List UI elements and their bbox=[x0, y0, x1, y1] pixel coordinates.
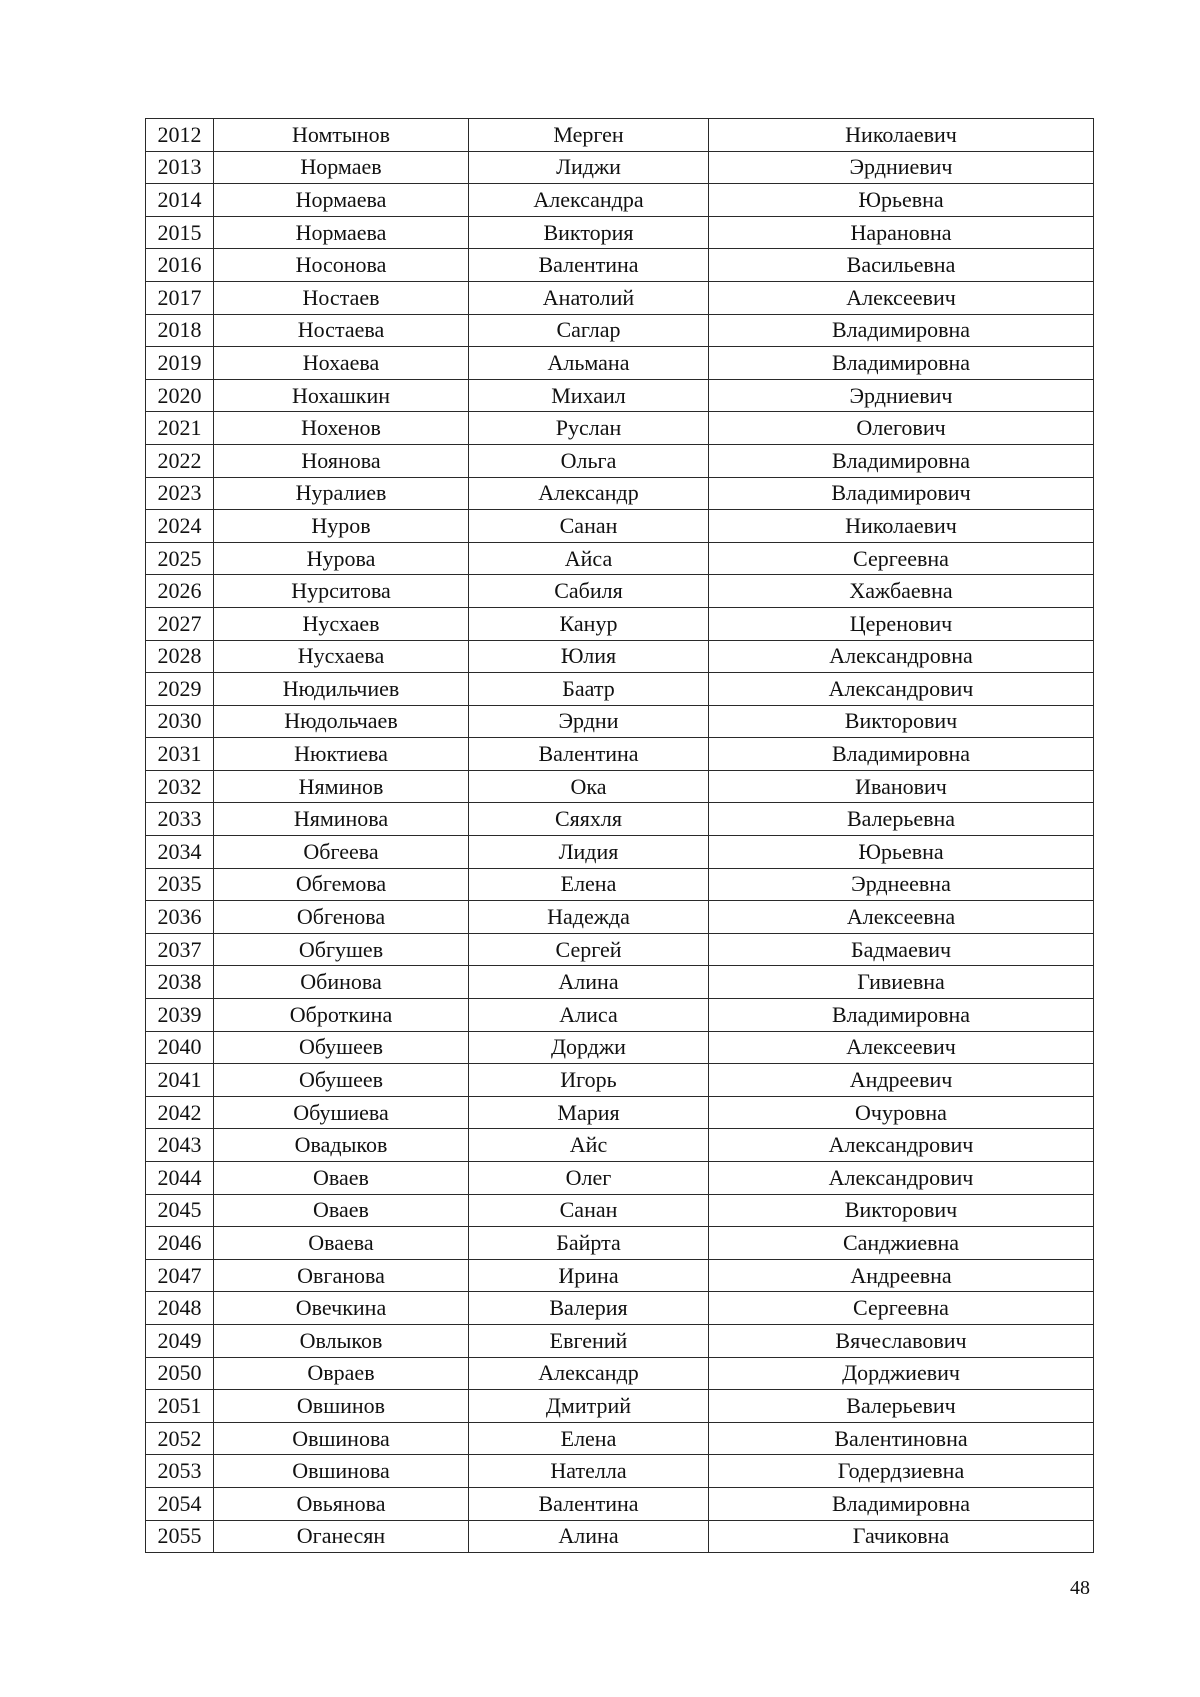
table-row bbox=[146, 1096, 1094, 1129]
last-name-cell: Нормаев bbox=[214, 151, 469, 184]
row-number-cell: 2050 bbox=[146, 1357, 214, 1390]
row-number-cell: 2051 bbox=[146, 1390, 214, 1423]
patronymic-cell: Гачиковна bbox=[709, 1520, 1094, 1553]
table-row bbox=[146, 1162, 1094, 1195]
patronymic-cell: Эрдниевич bbox=[709, 379, 1094, 412]
last-name-cell: Обушиева bbox=[214, 1096, 469, 1129]
last-name-cell: Обушеев bbox=[214, 1064, 469, 1097]
row-number-cell: 2014 bbox=[146, 184, 214, 217]
row-number-cell: 2037 bbox=[146, 933, 214, 966]
last-name-cell: Нюдильчиев bbox=[214, 673, 469, 706]
row-number-cell: 2041 bbox=[146, 1064, 214, 1097]
table-row bbox=[146, 1324, 1094, 1357]
first-name-cell: Валерия bbox=[469, 1292, 709, 1325]
table-row bbox=[146, 803, 1094, 836]
first-name-cell: Санан bbox=[469, 1194, 709, 1227]
row-number-cell: 2015 bbox=[146, 216, 214, 249]
row-number-cell: 2023 bbox=[146, 477, 214, 510]
row-number-cell: 2031 bbox=[146, 738, 214, 771]
patronymic-cell: Владимирович bbox=[709, 477, 1094, 510]
table-row bbox=[146, 542, 1094, 575]
last-name-cell: Оваев bbox=[214, 1162, 469, 1195]
first-name-cell: Валентина bbox=[469, 1487, 709, 1520]
table-row bbox=[146, 119, 1094, 152]
last-name-cell: Овшинова bbox=[214, 1455, 469, 1488]
first-name-cell: Саглар bbox=[469, 314, 709, 347]
first-name-cell: Ока bbox=[469, 770, 709, 803]
table-row bbox=[146, 1227, 1094, 1260]
table-row bbox=[146, 1357, 1094, 1390]
last-name-cell: Нормаева bbox=[214, 184, 469, 217]
table-row bbox=[146, 249, 1094, 282]
first-name-cell: Игорь bbox=[469, 1064, 709, 1097]
first-name-cell: Лидия bbox=[469, 836, 709, 869]
first-name-cell: Алиса bbox=[469, 999, 709, 1032]
patronymic-cell: Николаевич bbox=[709, 119, 1094, 152]
first-name-cell: Надежда bbox=[469, 901, 709, 934]
first-name-cell: Нателла bbox=[469, 1455, 709, 1488]
table-row bbox=[146, 151, 1094, 184]
last-name-cell: Овраев bbox=[214, 1357, 469, 1390]
patronymic-cell: Владимировна bbox=[709, 444, 1094, 477]
row-number-cell: 2049 bbox=[146, 1324, 214, 1357]
row-number-cell: 2033 bbox=[146, 803, 214, 836]
first-name-cell: Дорджи bbox=[469, 1031, 709, 1064]
last-name-cell: Нюктиева bbox=[214, 738, 469, 771]
first-name-cell: Айса bbox=[469, 542, 709, 575]
first-name-cell: Баатр bbox=[469, 673, 709, 706]
first-name-cell: Дмитрий bbox=[469, 1390, 709, 1423]
last-name-cell: Оганесян bbox=[214, 1520, 469, 1553]
row-number-cell: 2026 bbox=[146, 575, 214, 608]
first-name-cell: Ирина bbox=[469, 1259, 709, 1292]
last-name-cell: Овшинова bbox=[214, 1422, 469, 1455]
last-name-cell: Овадыков bbox=[214, 1129, 469, 1162]
first-name-cell: Мерген bbox=[469, 119, 709, 152]
table-row bbox=[146, 868, 1094, 901]
name-roster-table bbox=[145, 118, 1094, 1553]
row-number-cell: 2040 bbox=[146, 1031, 214, 1064]
last-name-cell: Нурова bbox=[214, 542, 469, 575]
table-row bbox=[146, 836, 1094, 869]
last-name-cell: Оваева bbox=[214, 1227, 469, 1260]
row-number-cell: 2028 bbox=[146, 640, 214, 673]
last-name-cell: Нохенов bbox=[214, 412, 469, 445]
table-row bbox=[146, 1520, 1094, 1553]
patronymic-cell: Годердзиевна bbox=[709, 1455, 1094, 1488]
patronymic-cell: Хажбаевна bbox=[709, 575, 1094, 608]
last-name-cell: Обушеев bbox=[214, 1031, 469, 1064]
row-number-cell: 2020 bbox=[146, 379, 214, 412]
row-number-cell: 2054 bbox=[146, 1487, 214, 1520]
last-name-cell: Оброткина bbox=[214, 999, 469, 1032]
row-number-cell: 2048 bbox=[146, 1292, 214, 1325]
last-name-cell: Нохаева bbox=[214, 347, 469, 380]
table-row bbox=[146, 770, 1094, 803]
row-number-cell: 2019 bbox=[146, 347, 214, 380]
patronymic-cell: Бадмаевич bbox=[709, 933, 1094, 966]
patronymic-cell: Валерьевич bbox=[709, 1390, 1094, 1423]
row-number-cell: 2013 bbox=[146, 151, 214, 184]
row-number-cell: 2043 bbox=[146, 1129, 214, 1162]
patronymic-cell: Очуровна bbox=[709, 1096, 1094, 1129]
first-name-cell: Лиджи bbox=[469, 151, 709, 184]
first-name-cell: Сабиля bbox=[469, 575, 709, 608]
first-name-cell: Альмана bbox=[469, 347, 709, 380]
table-row bbox=[146, 216, 1094, 249]
patronymic-cell: Сергеевна bbox=[709, 1292, 1094, 1325]
patronymic-cell: Иванович bbox=[709, 770, 1094, 803]
last-name-cell: Нурситова bbox=[214, 575, 469, 608]
first-name-cell: Евгений bbox=[469, 1324, 709, 1357]
row-number-cell: 2045 bbox=[146, 1194, 214, 1227]
first-name-cell: Ольга bbox=[469, 444, 709, 477]
table-row bbox=[146, 1259, 1094, 1292]
last-name-cell: Няминов bbox=[214, 770, 469, 803]
table-row bbox=[146, 1487, 1094, 1520]
first-name-cell: Сергей bbox=[469, 933, 709, 966]
last-name-cell: Обгушев bbox=[214, 933, 469, 966]
table-row bbox=[146, 1292, 1094, 1325]
last-name-cell: Нюдольчаев bbox=[214, 705, 469, 738]
last-name-cell: Овганова bbox=[214, 1259, 469, 1292]
patronymic-cell: Владимировна bbox=[709, 999, 1094, 1032]
patronymic-cell: Санджиевна bbox=[709, 1227, 1094, 1260]
row-number-cell: 2022 bbox=[146, 444, 214, 477]
row-number-cell: 2012 bbox=[146, 119, 214, 152]
patronymic-cell: Андреевич bbox=[709, 1064, 1094, 1097]
patronymic-cell: Александрович bbox=[709, 1129, 1094, 1162]
patronymic-cell: Владимировна bbox=[709, 1487, 1094, 1520]
last-name-cell: Овьянова bbox=[214, 1487, 469, 1520]
patronymic-cell: Юрьевна bbox=[709, 836, 1094, 869]
first-name-cell: Сяяхля bbox=[469, 803, 709, 836]
table-row bbox=[146, 901, 1094, 934]
row-number-cell: 2052 bbox=[146, 1422, 214, 1455]
table-row bbox=[146, 1422, 1094, 1455]
patronymic-cell: Валерьевна bbox=[709, 803, 1094, 836]
row-number-cell: 2047 bbox=[146, 1259, 214, 1292]
patronymic-cell: Васильевна bbox=[709, 249, 1094, 282]
patronymic-cell: Юрьевна bbox=[709, 184, 1094, 217]
patronymic-cell: Нарановна bbox=[709, 216, 1094, 249]
row-number-cell: 2039 bbox=[146, 999, 214, 1032]
row-number-cell: 2029 bbox=[146, 673, 214, 706]
table-row bbox=[146, 738, 1094, 771]
table-row bbox=[146, 1194, 1094, 1227]
patronymic-cell: Александрович bbox=[709, 673, 1094, 706]
table-row bbox=[146, 1455, 1094, 1488]
table-row bbox=[146, 314, 1094, 347]
first-name-cell: Олег bbox=[469, 1162, 709, 1195]
last-name-cell: Ностаева bbox=[214, 314, 469, 347]
row-number-cell: 2018 bbox=[146, 314, 214, 347]
table-row bbox=[146, 1129, 1094, 1162]
first-name-cell: Алина bbox=[469, 1520, 709, 1553]
first-name-cell: Айс bbox=[469, 1129, 709, 1162]
first-name-cell: Эрдни bbox=[469, 705, 709, 738]
last-name-cell: Нусхаев bbox=[214, 607, 469, 640]
last-name-cell: Ностаев bbox=[214, 281, 469, 314]
first-name-cell: Елена bbox=[469, 1422, 709, 1455]
last-name-cell: Обгенова bbox=[214, 901, 469, 934]
row-number-cell: 2027 bbox=[146, 607, 214, 640]
row-number-cell: 2038 bbox=[146, 966, 214, 999]
first-name-cell: Байрта bbox=[469, 1227, 709, 1260]
patronymic-cell: Александровна bbox=[709, 640, 1094, 673]
patronymic-cell: Валентиновна bbox=[709, 1422, 1094, 1455]
table-row bbox=[146, 1031, 1094, 1064]
last-name-cell: Носонова bbox=[214, 249, 469, 282]
table-row bbox=[146, 412, 1094, 445]
table-row bbox=[146, 444, 1094, 477]
first-name-cell: Руслан bbox=[469, 412, 709, 445]
last-name-cell: Номтынов bbox=[214, 119, 469, 152]
table-row bbox=[146, 673, 1094, 706]
table-row bbox=[146, 999, 1094, 1032]
first-name-cell: Александра bbox=[469, 184, 709, 217]
patronymic-cell: Алексеевич bbox=[709, 281, 1094, 314]
patronymic-cell: Гивиевна bbox=[709, 966, 1094, 999]
last-name-cell: Обгеева bbox=[214, 836, 469, 869]
patronymic-cell: Эрдниевич bbox=[709, 151, 1094, 184]
last-name-cell: Нусхаева bbox=[214, 640, 469, 673]
row-number-cell: 2030 bbox=[146, 705, 214, 738]
first-name-cell: Виктория bbox=[469, 216, 709, 249]
last-name-cell: Няминова bbox=[214, 803, 469, 836]
first-name-cell: Михаил bbox=[469, 379, 709, 412]
last-name-cell: Овлыков bbox=[214, 1324, 469, 1357]
row-number-cell: 2042 bbox=[146, 1096, 214, 1129]
patronymic-cell: Николаевич bbox=[709, 510, 1094, 543]
first-name-cell: Александр bbox=[469, 1357, 709, 1390]
first-name-cell: Валентина bbox=[469, 249, 709, 282]
patronymic-cell: Дорджиевич bbox=[709, 1357, 1094, 1390]
first-name-cell: Александр bbox=[469, 477, 709, 510]
patronymic-cell: Викторович bbox=[709, 1194, 1094, 1227]
last-name-cell: Обинова bbox=[214, 966, 469, 999]
last-name-cell: Овшинов bbox=[214, 1390, 469, 1423]
row-number-cell: 2025 bbox=[146, 542, 214, 575]
row-number-cell: 2032 bbox=[146, 770, 214, 803]
table-row bbox=[146, 1064, 1094, 1097]
row-number-cell: 2046 bbox=[146, 1227, 214, 1260]
row-number-cell: 2017 bbox=[146, 281, 214, 314]
row-number-cell: 2053 bbox=[146, 1455, 214, 1488]
first-name-cell: Алина bbox=[469, 966, 709, 999]
last-name-cell: Оваев bbox=[214, 1194, 469, 1227]
table-row bbox=[146, 347, 1094, 380]
first-name-cell: Санан bbox=[469, 510, 709, 543]
table-row bbox=[146, 379, 1094, 412]
patronymic-cell: Владимировна bbox=[709, 347, 1094, 380]
patronymic-cell: Алексеевич bbox=[709, 1031, 1094, 1064]
last-name-cell: Нуров bbox=[214, 510, 469, 543]
last-name-cell: Обгемова bbox=[214, 868, 469, 901]
first-name-cell: Канур bbox=[469, 607, 709, 640]
patronymic-cell: Церенович bbox=[709, 607, 1094, 640]
last-name-cell: Ноянова bbox=[214, 444, 469, 477]
row-number-cell: 2035 bbox=[146, 868, 214, 901]
table-row bbox=[146, 607, 1094, 640]
table-row bbox=[146, 281, 1094, 314]
table-row bbox=[146, 1390, 1094, 1423]
patronymic-cell: Сергеевна bbox=[709, 542, 1094, 575]
patronymic-cell: Эрднеевна bbox=[709, 868, 1094, 901]
page-number: 48 bbox=[1070, 1577, 1090, 1599]
row-number-cell: 2055 bbox=[146, 1520, 214, 1553]
patronymic-cell: Владимировна bbox=[709, 738, 1094, 771]
patronymic-cell: Владимировна bbox=[709, 314, 1094, 347]
table-row bbox=[146, 966, 1094, 999]
patronymic-cell: Вячеславович bbox=[709, 1324, 1094, 1357]
last-name-cell: Нохашкин bbox=[214, 379, 469, 412]
first-name-cell: Елена bbox=[469, 868, 709, 901]
patronymic-cell: Андреевна bbox=[709, 1259, 1094, 1292]
row-number-cell: 2044 bbox=[146, 1162, 214, 1195]
table-row bbox=[146, 640, 1094, 673]
row-number-cell: 2024 bbox=[146, 510, 214, 543]
table-row bbox=[146, 933, 1094, 966]
patronymic-cell: Александрович bbox=[709, 1162, 1094, 1195]
row-number-cell: 2021 bbox=[146, 412, 214, 445]
roster-body bbox=[146, 119, 1094, 1553]
table-row bbox=[146, 184, 1094, 217]
last-name-cell: Овечкина bbox=[214, 1292, 469, 1325]
table-row bbox=[146, 575, 1094, 608]
patronymic-cell: Олегович bbox=[709, 412, 1094, 445]
patronymic-cell: Алексеевна bbox=[709, 901, 1094, 934]
row-number-cell: 2034 bbox=[146, 836, 214, 869]
patronymic-cell: Викторович bbox=[709, 705, 1094, 738]
row-number-cell: 2036 bbox=[146, 901, 214, 934]
row-number-cell: 2016 bbox=[146, 249, 214, 282]
table-row bbox=[146, 705, 1094, 738]
first-name-cell: Валентина bbox=[469, 738, 709, 771]
table-row bbox=[146, 477, 1094, 510]
last-name-cell: Нормаева bbox=[214, 216, 469, 249]
first-name-cell: Анатолий bbox=[469, 281, 709, 314]
last-name-cell: Нуралиев bbox=[214, 477, 469, 510]
first-name-cell: Юлия bbox=[469, 640, 709, 673]
first-name-cell: Мария bbox=[469, 1096, 709, 1129]
table-row bbox=[146, 510, 1094, 543]
